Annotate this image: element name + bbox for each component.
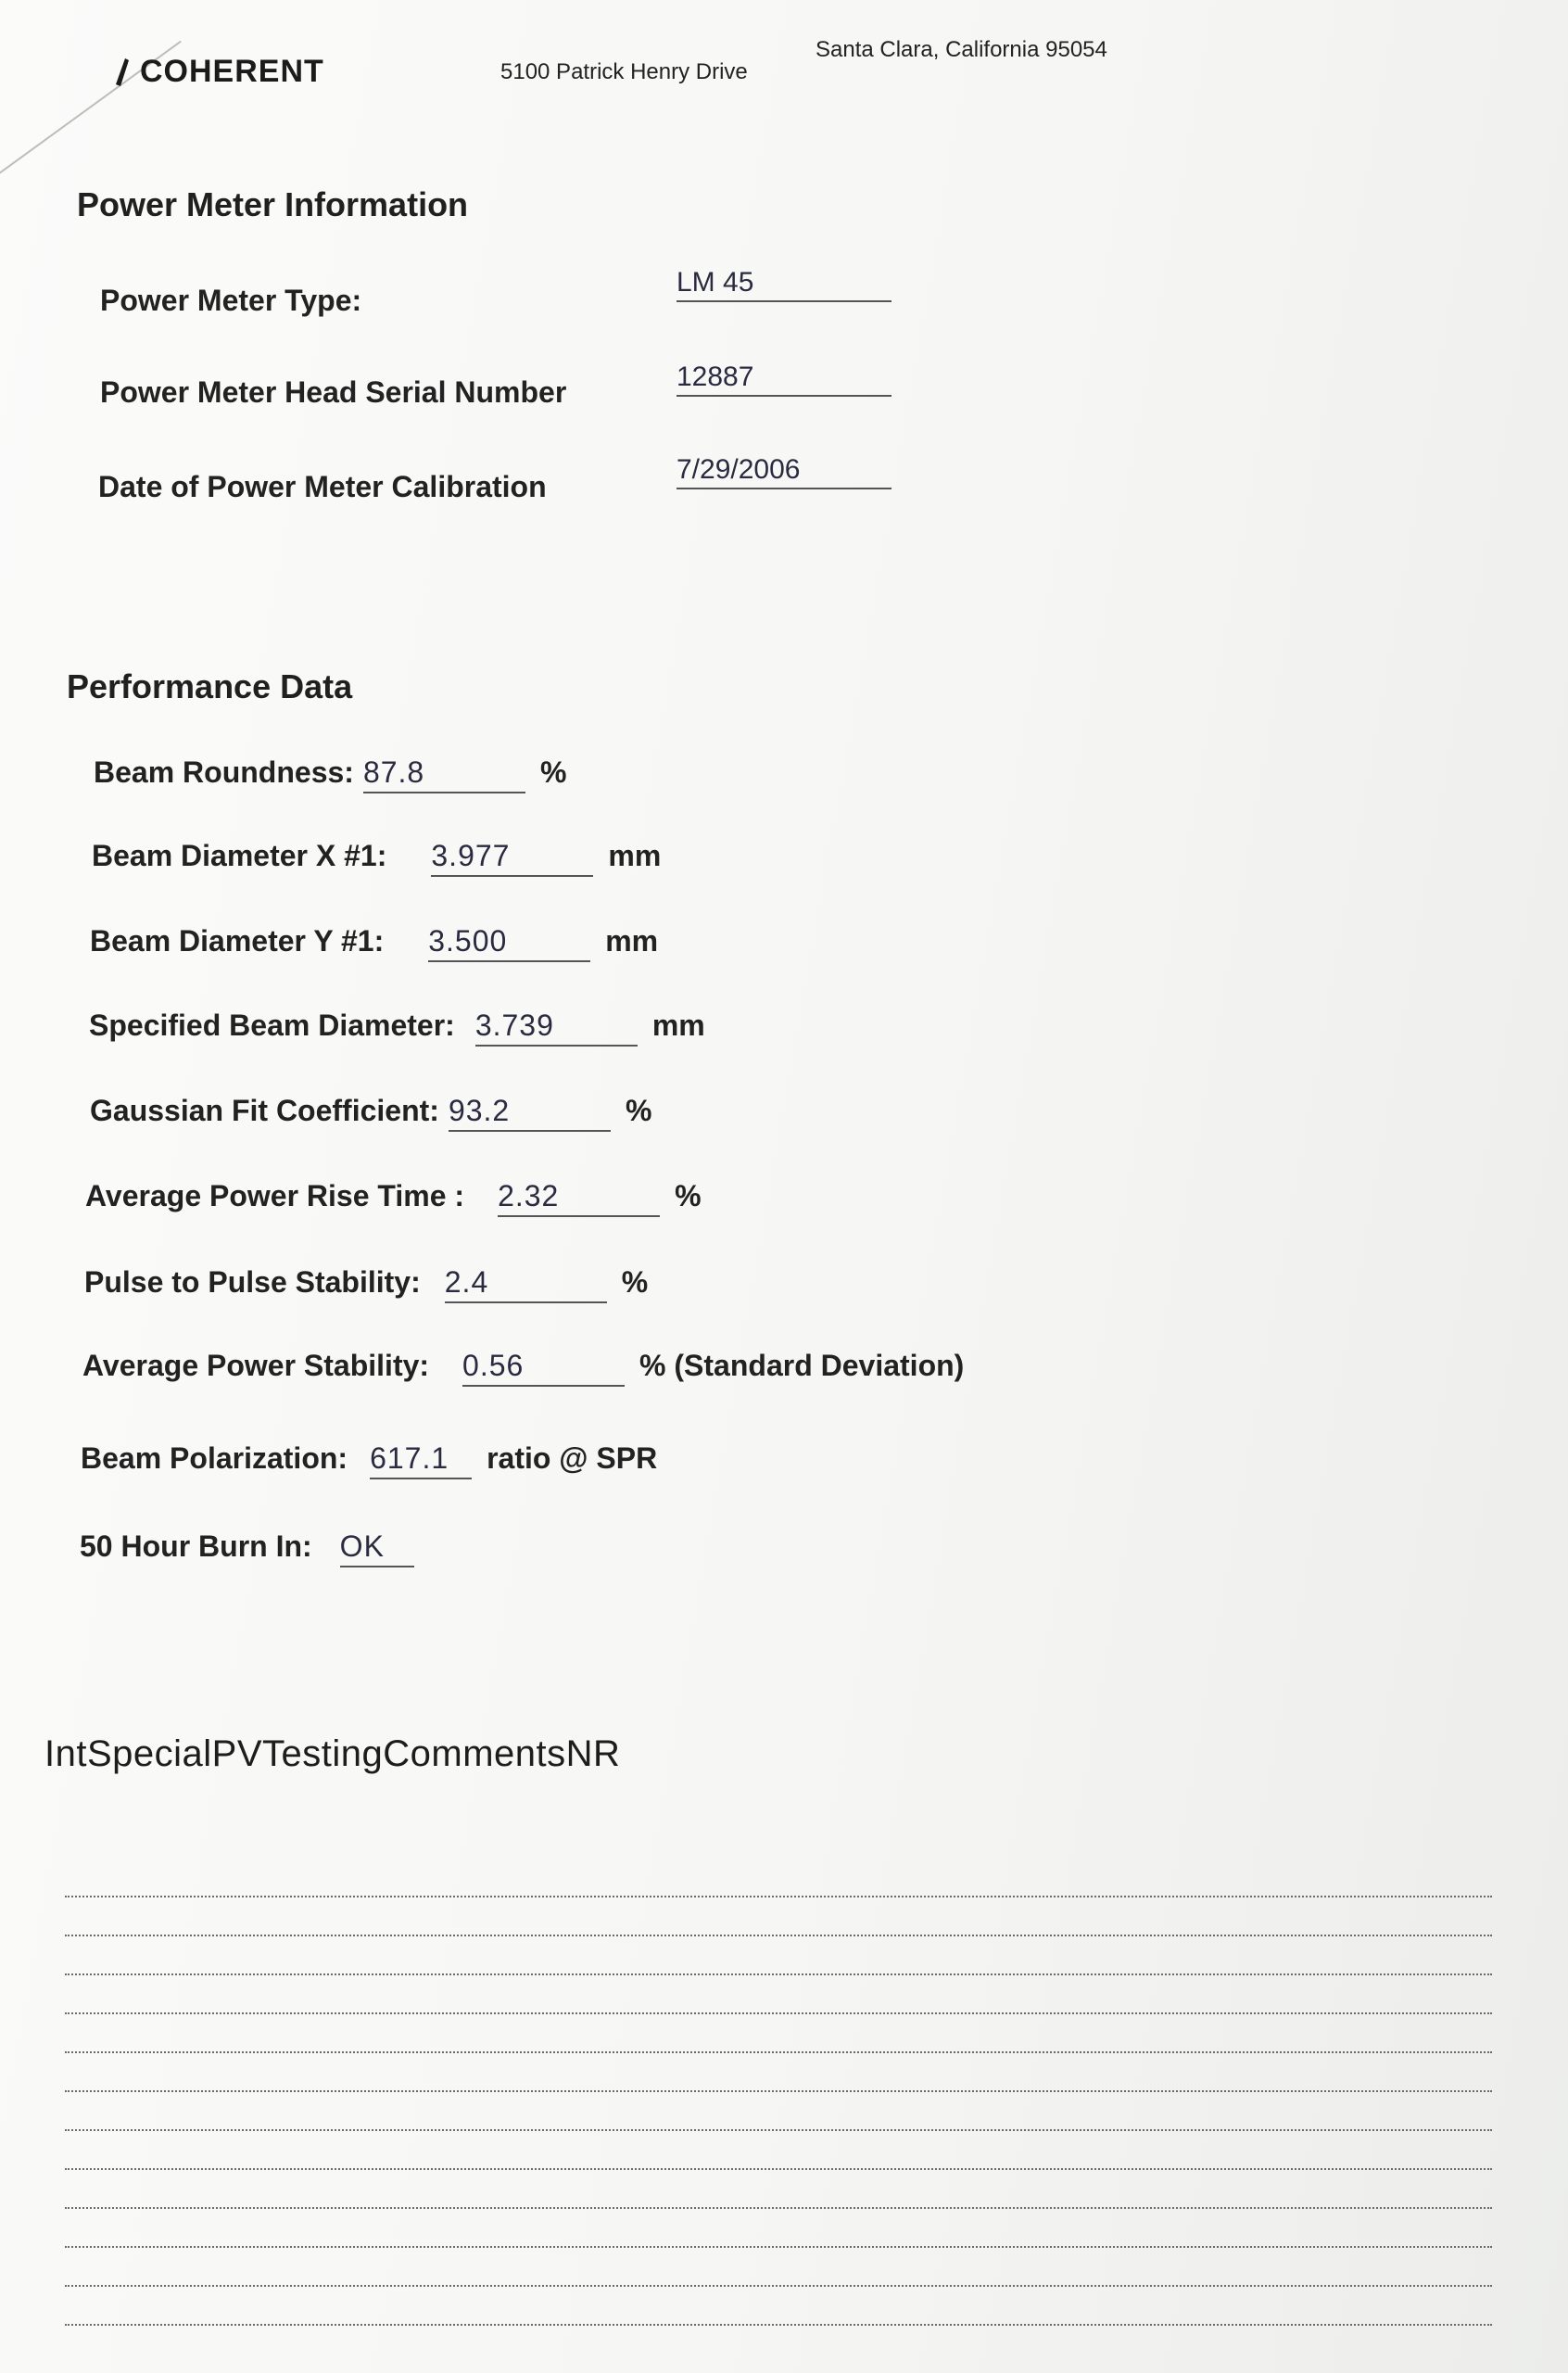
- comment-line: [65, 2014, 1492, 2053]
- gaussian-fit-unit: %: [625, 1094, 652, 1127]
- performance-section-title: Performance Data: [67, 667, 353, 705]
- gaussian-fit-row: [90, 1094, 651, 1132]
- company-logo: [116, 54, 324, 90]
- comment-line: [65, 1859, 1492, 1897]
- beam-diameter-y-unit: mm: [605, 924, 659, 958]
- beam-roundness-label: Beam Roundness:: [94, 755, 354, 789]
- comment-line: [65, 1975, 1492, 2014]
- beam-roundness-row: [94, 755, 566, 793]
- burn-in-value: OK: [340, 1529, 414, 1567]
- beam-roundness-unit: %: [539, 755, 567, 789]
- comment-line: [65, 1936, 1492, 1975]
- pulse-stability-label: Pulse to Pulse Stability:: [84, 1265, 421, 1299]
- burn-in-row: [80, 1529, 414, 1567]
- serial-number-value: 12887: [677, 362, 891, 397]
- comment-line: [65, 2248, 1492, 2287]
- pulse-stability-unit: %: [621, 1265, 649, 1299]
- power-stability-row: [82, 1349, 964, 1387]
- pulse-stability-row: [84, 1265, 648, 1303]
- comment-line: [65, 1897, 1492, 1936]
- beam-diameter-x-unit: mm: [608, 839, 662, 872]
- beam-diameter-y-value: 3.500: [428, 924, 590, 962]
- letterhead: [116, 37, 1172, 102]
- power-meter-type-label: Power Meter Type:: [100, 284, 362, 317]
- beam-diameter-y-row: [90, 924, 658, 962]
- comment-line: [65, 2053, 1492, 2092]
- pulse-stability-value: 2.4: [445, 1265, 607, 1303]
- gaussian-fit-value: 93.2: [449, 1094, 611, 1132]
- specified-beam-diameter-label: Specified Beam Diameter:: [89, 1009, 455, 1042]
- rise-time-row: [85, 1179, 702, 1217]
- beam-polarization-label: Beam Polarization:: [81, 1441, 348, 1475]
- rise-time-value: 2.32: [498, 1179, 660, 1217]
- beam-polarization-unit: ratio @ SPR: [487, 1441, 658, 1475]
- comment-line: [65, 2092, 1492, 2131]
- specified-beam-diameter-value: 3.739: [475, 1009, 638, 1047]
- power-stability-unit: % (Standard Deviation): [639, 1349, 965, 1382]
- beam-diameter-x-value: 3.977: [431, 839, 593, 877]
- beam-polarization-row: [81, 1441, 657, 1479]
- comment-line: [65, 2131, 1492, 2170]
- beam-diameter-y-label: Beam Diameter Y #1:: [90, 924, 385, 958]
- street-address: 5100 Patrick Henry Drive: [500, 59, 748, 84]
- power-stability-value: 0.56: [462, 1349, 625, 1387]
- beam-polarization-value: 617.1: [370, 1441, 472, 1479]
- calibration-date-value: 7/29/2006: [677, 454, 891, 489]
- comment-line: [65, 2209, 1492, 2248]
- serial-number-label: Power Meter Head Serial Number: [100, 375, 567, 409]
- power-stability-label: Average Power Stability:: [82, 1349, 430, 1382]
- comments-title: IntSpecialPVTestingCommentsNR: [44, 1733, 621, 1774]
- comment-line: [65, 2170, 1492, 2209]
- beam-diameter-x-row: [92, 839, 661, 877]
- rise-time-unit: %: [675, 1179, 702, 1212]
- specified-beam-diameter-unit: mm: [651, 1009, 705, 1042]
- comment-lines: [65, 1859, 1492, 2326]
- calibration-date-label: Date of Power Meter Calibration: [98, 470, 547, 503]
- gaussian-fit-label: Gaussian Fit Coefficient:: [90, 1094, 439, 1127]
- burn-in-label: 50 Hour Burn In:: [80, 1529, 312, 1563]
- comment-line: [65, 2287, 1492, 2326]
- rise-time-label: Average Power Rise Time :: [85, 1179, 465, 1212]
- power-meter-type-value: LM 45: [677, 267, 891, 302]
- beam-roundness-value: 87.8: [363, 755, 525, 793]
- beam-diameter-x-label: Beam Diameter X #1:: [92, 839, 387, 872]
- slash-mark-icon: [116, 58, 129, 86]
- city-address: Santa Clara, California 95054: [816, 37, 1107, 62]
- power-meter-section-title: Power Meter Information: [77, 185, 469, 223]
- specified-beam-diameter-row: [89, 1009, 705, 1047]
- company-name: COHERENT: [140, 54, 324, 89]
